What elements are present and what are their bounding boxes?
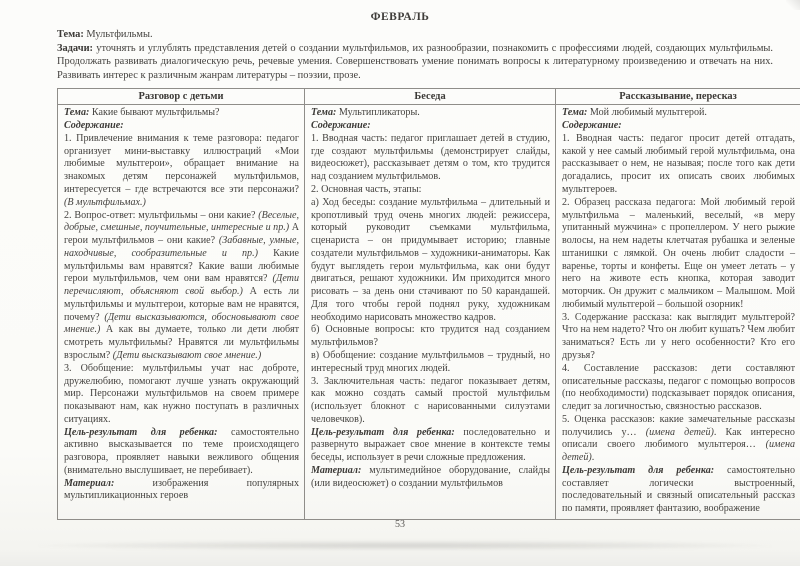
column-header-retelling: Рассказывание, пересказ [556,88,800,104]
cell-paragraph [562,363,795,414]
theme-line [57,28,773,42]
paragraph-text: Какие бывают мультфильмы? [89,107,220,119]
column-header-conversation: Разговор с детьми [58,88,305,104]
cell-paragraph [311,120,550,133]
paragraph-text: А как вы думаете, только ли дети любят смотреть мультфильмы? Нравятся ли мультфильмы взрослым? [64,324,299,361]
paragraph-label: Цель-результат для ребенка: [64,426,218,438]
cell-paragraph [64,120,299,133]
cell-paragraph [311,427,550,465]
tasks-label: Задачи: [57,42,94,54]
paragraph-text: изображения популярных мультипликационных героев [64,477,299,502]
paragraph-text: 3. Содержание рассказа: как выглядит мультгерой? Что на нем надето? Что он любит кушать? Чем любит заниматься? Есть ли у него особенности? Кто его друзья? [562,311,795,361]
paragraph-label: Тема: [562,107,588,119]
cell-paragraph [562,414,795,465]
paragraph-label: Цель-результат для ребенка: [562,464,715,476]
paragraph-label: Тема: [64,107,90,119]
cell-paragraph [562,120,795,133]
paragraph-text: последовательно и развернуто выражает свое мнение в контексте темы беседы, использует в речи сложные предложения. [311,426,550,464]
paragraph-text: а) Ход беседы: создание мультфильма – длительный и кропотливый труд очень многих людей: режиссера, который руководит съемками мультфильма, сценариста – он придумывает историю; главные создатели мультфильмов – художники-аниматоры. Как будут выглядеть герои мультфильма, как они будут двигаться, решают художники. Им приходится много рисовать – за день они стачивают по 50 карандашей. Для того чтобы герой поднял руку, художникам необходимо нарисовать множество кадров. [311,196,550,323]
cell-paragraph [64,210,299,363]
cell-paragraph [64,478,299,504]
paragraph-text: 2. Образец рассказа педагога: Мой любимый герой мультфильма – маленький, веселый, «в меру упитанный мужчина» с пропеллером. У него рыжие волосы, на нем надеты клетчатая рубашка и зеленые штанишки с лямкой. Он очень любит сладости – варенье, торты и конфеты. Еще он умеет летать – у него на животе есть кнопка, которая заводит моторчик. Он дружит с мальчиком – Малышом. Мой любимый мультгерой – большой озорник! [562,196,795,310]
page-title: ФЕВРАЛЬ [370,11,430,23]
paragraph-text: 1. Вводная часть: педагог приглашает детей в студию, где создают мультфильмы (демонстрирует слайды, видеосюжет), рассказывает детям о том, кто трудится над созданием мультфильмов. [311,132,550,183]
paragraph-text: . [591,452,595,464]
paragraph-label: Содержание: [64,120,124,132]
column-cell-conversation [58,105,305,520]
cell-paragraph [311,350,550,376]
column-cell-retelling [556,105,800,520]
paragraph-text: Какие мультфильмы вам нравятся? Какие ваши любимые герои мультфильмов, чем они вам нравятся? [64,247,299,285]
scan-shadow-artifact [36,541,774,550]
paragraph-text: 4. Составление рассказов: дети составляют описательные рассказы, педагог с помощью вопросов (по необходимости) подсказывает порядок описания, следит за логичностью, связностью рассказов. [562,362,795,413]
cell-paragraph [562,197,795,312]
paragraph-text: (Дети высказываются, обосновывают свое мнение.) [64,311,299,336]
tasks-paragraph [57,42,773,83]
paragraph-text: (Забавные, умные, находчивые, сообразительные и пр.) [64,235,299,259]
paragraph-text: (Дети высказывают свое мнение.) [112,349,262,361]
cell-paragraph [64,133,299,210]
paragraph-text: А есть ли мультфильмы и мультгерои, которые вам не нравятся, почему? [64,286,300,323]
paragraph-text: Мой любимый мультгерой. [587,107,707,119]
paragraph-text: в) Обобщение: создание мультфильмов – трудный, но интересный труд многих людей. [311,349,550,374]
page-number: 53 [395,519,405,530]
theme-text: Мультфильмы. [83,29,153,40]
table-header-row [58,88,800,104]
paragraph-text: (Дети перечисляют, объясняют свой выбор.) [64,273,299,298]
cell-paragraph [311,133,550,184]
paragraph-text: б) Основные вопросы: кто трудится над созданием мультфильмов? [311,324,550,349]
paragraph-text: 2. Основная часть, этапы: [311,184,422,196]
paragraph-label: Материал: [64,477,115,489]
cell-paragraph [311,324,550,350]
paragraph-text: . Как интересно описали своего любимого мультгероя… [562,426,795,451]
paragraph-text: 1. Привлечение внимания к теме разговора: педагог организует мини-выставку иллюстраций «Мои любимые мультгерои», обращает внимание на знакомых детям персонажей мультфильмов, интересуется – где встречаются все эти персонажи? [64,132,299,196]
paragraph-text: (имена детей) [645,426,714,438]
cell-paragraph [562,107,795,120]
paragraph-label: Содержание: [311,120,371,132]
theme-label: Тема: [57,29,84,40]
cell-paragraph [311,376,550,427]
paragraph-text: (Веселые, добрые, смешные, поучительные, интересные и пр.) [64,209,299,234]
column-cell-talk [305,105,556,520]
paragraph-text: самостоятельно составляет логически выстроенный, последовательный и связный описательный рассказ по памяти, проявляет фантазию, воображение [562,464,795,515]
intro-section [57,28,773,83]
paragraph-text: 3. Заключительная часть: педагог показывает детям, как можно создать самый простой мультфильм (использует блокнот с нарисованными силуэтами человечков). [311,375,550,425]
paragraph-text: мультимедийное оборудование, слайды (или видеосюжет) о создании мультфильмов [311,464,550,489]
tasks-text: уточнять и углублять представления детей о создании мультфильмов, их разнообразии, познакомить с профессиями людей, создающих мультфильмы. Продолжать развивать диалогическую речь, речевые умения. Совершенствовать умение понимать вопросы к литературному произведению и отвечать на них. Развивать интерес к различным жанрам литературы – поэзии, прозе. [57,42,773,82]
cell-paragraph [64,107,299,120]
cell-paragraph [311,465,550,491]
paragraph-text: А герои мультфильмов – они какие? [64,222,299,247]
column-header-talk: Беседа [305,88,556,104]
paragraph-label: Содержание: [562,120,622,132]
paragraph-text: Мультипликаторы. [336,107,420,119]
cell-paragraph [311,107,550,120]
paragraph-text: 2. Вопрос-ответ: мультфильмы – они какие? [64,209,259,221]
paragraph-label: Тема: [311,107,337,119]
cell-paragraph [562,133,795,197]
paragraph-text: самостоятельно активно высказывается по теме происходящего разговора, проявляет навыки вежливого общения (внимательно выслушивает, не перебивает). [64,426,299,476]
table-body-row [58,105,800,520]
cell-paragraph [562,312,795,363]
paragraph-text: 5. Оценка рассказов: какие замечательные рассказы получились у… [562,413,795,438]
cell-paragraph [64,363,299,427]
paragraph-label: Материал: [311,464,362,476]
cell-paragraph [311,197,550,325]
cell-paragraph [311,184,550,197]
cell-paragraph [562,465,795,516]
paragraph-label: Цель-результат для ребенка: [311,426,455,438]
paragraph-text: (имена детей) [562,439,795,464]
paragraph-text: 1. Вводная часть: педагог просит детей отгадать, какой у нее самый любимый герой мультфильма, она рассказывает о нем, не называя; после того как дети догадались, просит их описать своих любимых мультгероев. [562,132,795,196]
lesson-plan-table [57,88,800,520]
paragraph-text: (В мультфильмах.) [64,196,146,208]
cell-paragraph [64,427,299,478]
paragraph-text: 3. Обобщение: мультфильмы учат нас доброте, дружелюбию, помогают лучше узнать окружающий мир. Персонажи мультфильмов на своем примере показывают нам, как нужно поступать в различных ситуациях. [64,362,299,425]
